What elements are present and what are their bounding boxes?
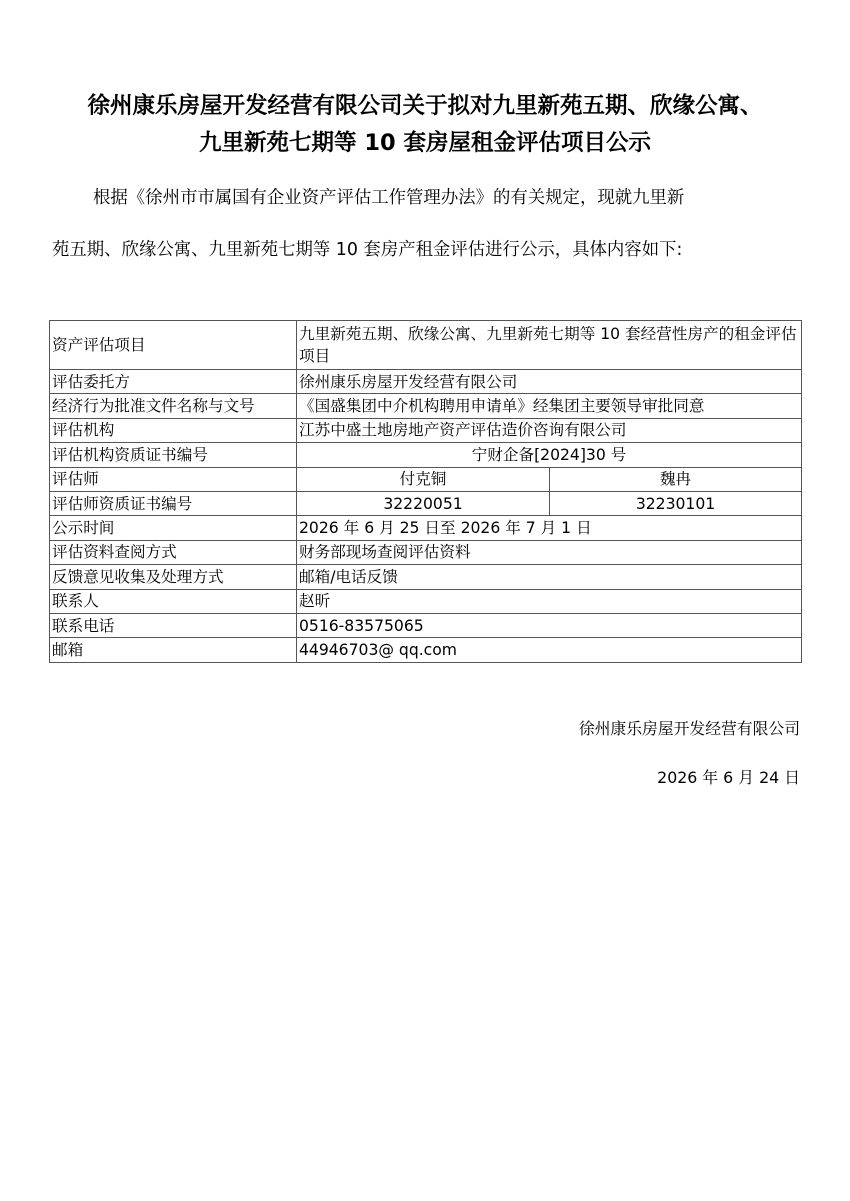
document-title (40, 88, 810, 162)
intro-paragraph (52, 172, 812, 276)
assessment-info-table (49, 320, 802, 663)
value-appraiser-cert-1: 32220051 (297, 491, 550, 515)
table-row-review (50, 540, 802, 564)
intro-line-1: 根据《徐州市市属国有企业资产评估工作管理办法》的有关规定，现就九里新 (93, 188, 685, 208)
table-row-project (50, 321, 802, 370)
value-client: 徐州康乐房屋开发经营有限公司 (297, 370, 802, 394)
table-row-agency (50, 418, 802, 442)
table-row-agency-cert (50, 443, 802, 467)
label-client: 评估委托方 (50, 370, 297, 394)
value-review: 财务部现场查阅评估资料 (297, 540, 802, 564)
label-appraiser-cert: 评估师资质证书编号 (50, 491, 297, 515)
table-row-appraiser (50, 467, 802, 491)
value-agency: 江苏中盛土地房地产资产评估造价咨询有限公司 (297, 418, 802, 442)
label-approval: 经济行为批准文件名称与文号 (50, 394, 297, 418)
table-row-period (50, 516, 802, 540)
signature-date: 2026 年 6 月 24 日 (657, 768, 800, 787)
label-email: 邮箱 (50, 638, 297, 662)
label-phone: 联系电话 (50, 613, 297, 637)
value-appraiser-cert-2: 32230101 (550, 491, 802, 515)
label-period: 公示时间 (50, 516, 297, 540)
value-feedback: 邮箱/电话反馈 (297, 565, 802, 589)
label-appraiser: 评估师 (50, 467, 297, 491)
table-row-phone (50, 613, 802, 637)
value-period: 2026 年 6 月 25 日至 2026 年 7 月 1 日 (297, 516, 802, 540)
table-row-appraiser-cert (50, 491, 802, 515)
label-agency-cert: 评估机构资质证书编号 (50, 443, 297, 467)
label-feedback: 反馈意见收集及处理方式 (50, 565, 297, 589)
table-row-client (50, 370, 802, 394)
value-agency-cert: 宁财企备[2024]30 号 (297, 443, 802, 467)
intro-line-2: 苑五期、欣缘公寓、九里新苑七期等 10 套房产租金评估进行公示，具体内容如下: (52, 240, 683, 260)
value-project: 九里新苑五期、欣缘公寓、九里新苑七期等 10 套经营性房产的租金评估项目 (297, 321, 802, 370)
table-row-email (50, 638, 802, 662)
value-appraiser-1: 付克铜 (297, 467, 550, 491)
value-email: 44946703@ qq.com (297, 638, 802, 662)
value-approval: 《国盛集团中介机构聘用申请单》经集团主要领导审批同意 (297, 394, 802, 418)
table-row-approval (50, 394, 802, 418)
label-review: 评估资料查阅方式 (50, 540, 297, 564)
label-contact: 联系人 (50, 589, 297, 613)
signature-company: 徐州康乐房屋开发经营有限公司 (578, 719, 800, 738)
label-project: 资产评估项目 (50, 321, 297, 370)
title-line-2: 九里新苑七期等 10 套房屋租金评估项目公示 (199, 130, 651, 156)
table-row-contact (50, 589, 802, 613)
value-phone: 0516-83575065 (297, 613, 802, 637)
value-appraiser-2: 魏冉 (550, 467, 802, 491)
label-agency: 评估机构 (50, 418, 297, 442)
table-row-feedback (50, 565, 802, 589)
title-line-1: 徐州康乐房屋开发经营有限公司关于拟对九里新苑五期、欣缘公寓、 (87, 93, 763, 119)
value-contact: 赵昕 (297, 589, 802, 613)
